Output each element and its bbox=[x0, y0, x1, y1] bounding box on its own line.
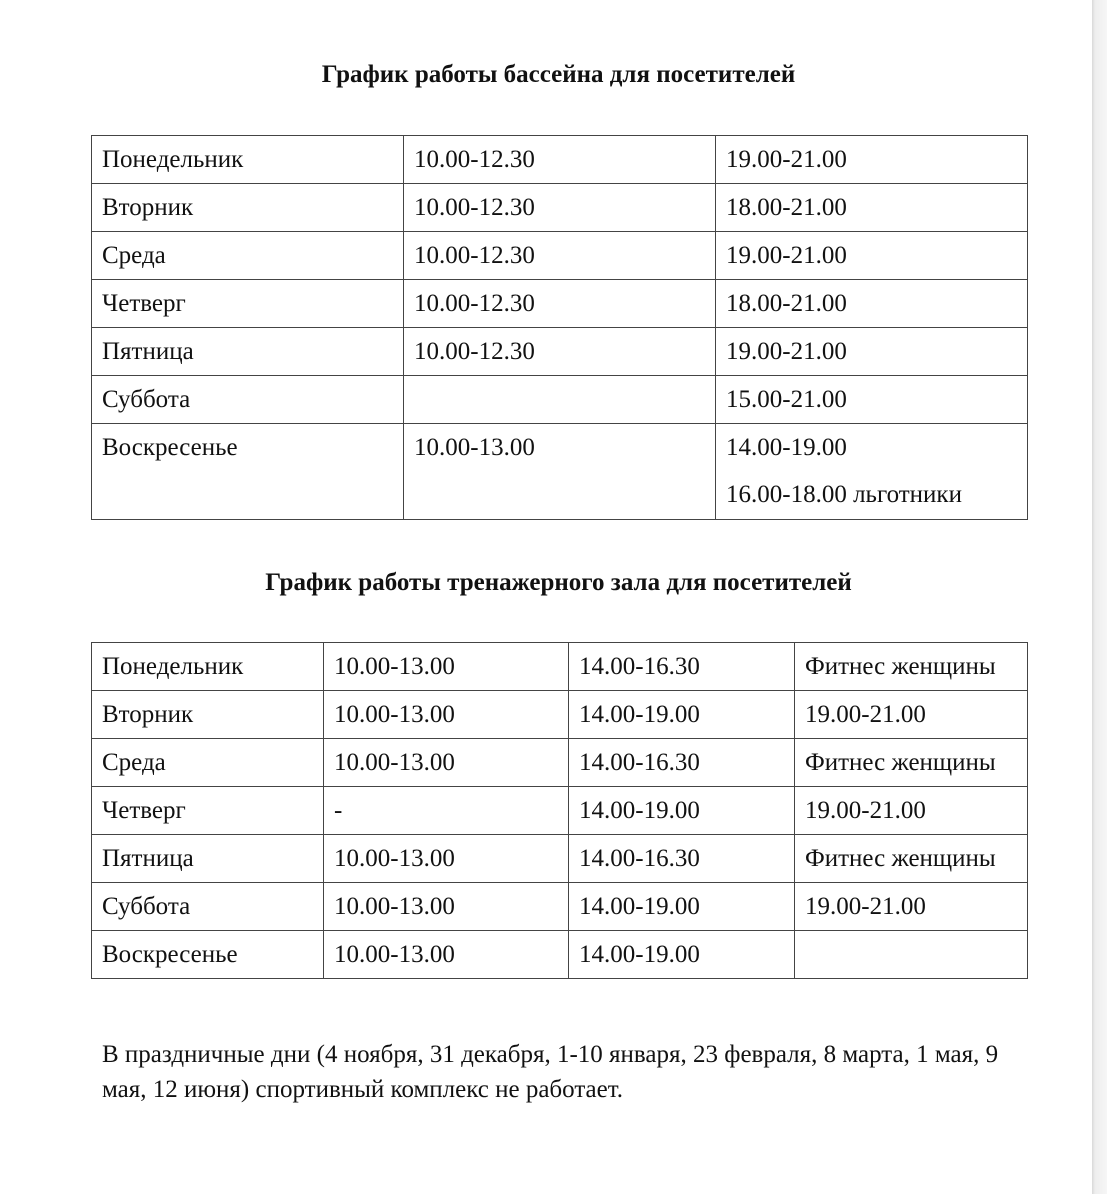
day-cell: Четверг bbox=[92, 280, 404, 328]
hours-line: 18.00-21.00 bbox=[726, 290, 847, 317]
slot2-cell: 14.00-19.00 bbox=[569, 883, 795, 931]
day-cell: Суббота bbox=[92, 883, 324, 931]
morning-hours-cell bbox=[404, 376, 716, 424]
slot3-cell: Фитнес женщины bbox=[795, 643, 1028, 691]
hours-line: 19.00-21.00 bbox=[726, 338, 847, 365]
morning-hours-cell: 10.00-13.00 bbox=[404, 424, 716, 520]
slot1-cell: 10.00-13.00 bbox=[324, 643, 569, 691]
evening-hours-cell bbox=[716, 232, 1028, 280]
hours-line: 16.00-18.00 льготники bbox=[726, 481, 962, 508]
morning-hours-cell: 10.00-12.30 bbox=[404, 184, 716, 232]
morning-hours-cell: 10.00-12.30 bbox=[404, 328, 716, 376]
table-row bbox=[92, 787, 1028, 835]
slot1-cell: 10.00-13.00 bbox=[324, 835, 569, 883]
day-cell: Вторник bbox=[92, 691, 324, 739]
day-cell: Вторник bbox=[92, 184, 404, 232]
slot1-cell: 10.00-13.00 bbox=[324, 883, 569, 931]
slot1-cell: 10.00-13.00 bbox=[324, 691, 569, 739]
table-row bbox=[92, 184, 1028, 232]
slot3-cell: Фитнес женщины bbox=[795, 739, 1028, 787]
morning-hours-cell: 10.00-12.30 bbox=[404, 280, 716, 328]
evening-hours-cell bbox=[716, 184, 1028, 232]
day-cell: Пятница bbox=[92, 835, 324, 883]
page-edge-shadow bbox=[1092, 0, 1107, 1194]
hours-line: 18.00-21.00 bbox=[726, 194, 847, 221]
day-cell: Среда bbox=[92, 232, 404, 280]
day-cell: Пятница bbox=[92, 328, 404, 376]
day-cell: Понедельник bbox=[92, 136, 404, 184]
slot1-cell: 10.00-13.00 bbox=[324, 931, 569, 979]
day-cell: Четверг bbox=[92, 787, 324, 835]
morning-hours-cell: 10.00-12.30 bbox=[404, 136, 716, 184]
table-row bbox=[92, 643, 1028, 691]
table-row bbox=[92, 835, 1028, 883]
table-row bbox=[92, 232, 1028, 280]
pool-schedule-table bbox=[91, 135, 1028, 520]
slot2-cell: 14.00-16.30 bbox=[569, 835, 795, 883]
slot2-cell: 14.00-19.00 bbox=[569, 931, 795, 979]
day-cell: Понедельник bbox=[92, 643, 324, 691]
table-row bbox=[92, 691, 1028, 739]
table-row bbox=[92, 376, 1028, 424]
evening-hours-cell bbox=[716, 424, 1028, 520]
evening-hours-cell bbox=[716, 280, 1028, 328]
evening-hours-cell bbox=[716, 328, 1028, 376]
slot3-cell bbox=[795, 931, 1028, 979]
day-cell: Среда bbox=[92, 739, 324, 787]
evening-hours-cell bbox=[716, 136, 1028, 184]
slot2-cell: 14.00-16.30 bbox=[569, 739, 795, 787]
slot2-cell: 14.00-16.30 bbox=[569, 643, 795, 691]
table-row bbox=[92, 136, 1028, 184]
gym-schedule-title: График работы тренажерного зала для посетителей bbox=[265, 569, 852, 596]
gym-schedule-table bbox=[91, 642, 1028, 979]
day-cell: Суббота bbox=[92, 376, 404, 424]
pool-schedule-title: График работы бассейна для посетителей bbox=[321, 61, 796, 88]
slot3-cell: 19.00-21.00 bbox=[795, 691, 1028, 739]
day-cell: Воскресенье bbox=[92, 931, 324, 979]
hours-line: 15.00-21.00 bbox=[726, 386, 847, 413]
hours-line: 19.00-21.00 bbox=[726, 242, 847, 269]
table-row bbox=[92, 424, 1028, 520]
slot3-cell: Фитнес женщины bbox=[795, 835, 1028, 883]
table-row bbox=[92, 280, 1028, 328]
day-cell: Воскресенье bbox=[92, 424, 404, 520]
slot3-cell: 19.00-21.00 bbox=[795, 883, 1028, 931]
holiday-note: В праздничные дни (4 ноября, 31 декабря, 1-10 января, 23 февраля, 8 марта, 1 мая, 9 мая, 12 июня) спортивный комплекс не работает. bbox=[102, 1041, 999, 1103]
slot3-cell: 19.00-21.00 bbox=[795, 787, 1028, 835]
slot2-cell: 14.00-19.00 bbox=[569, 691, 795, 739]
table-row bbox=[92, 739, 1028, 787]
slot1-cell: - bbox=[324, 787, 569, 835]
evening-hours-cell bbox=[716, 376, 1028, 424]
table-row bbox=[92, 931, 1028, 979]
slot2-cell: 14.00-19.00 bbox=[569, 787, 795, 835]
slot1-cell: 10.00-13.00 bbox=[324, 739, 569, 787]
morning-hours-cell: 10.00-12.30 bbox=[404, 232, 716, 280]
table-row bbox=[92, 328, 1028, 376]
table-row bbox=[92, 883, 1028, 931]
hours-line: 14.00-19.00 bbox=[726, 434, 847, 461]
hours-line: 19.00-21.00 bbox=[726, 146, 847, 173]
